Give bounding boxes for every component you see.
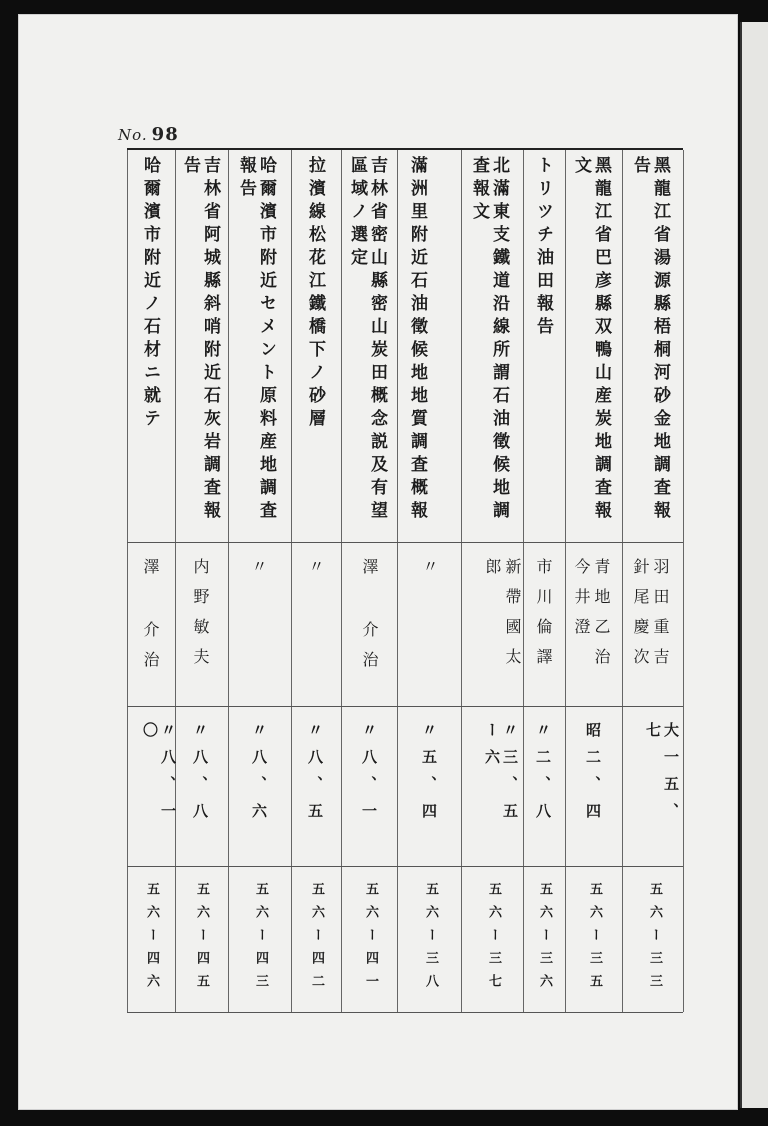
page-number-mark: No.	[118, 126, 148, 144]
report-reference: 五六ー四一	[363, 882, 378, 997]
report-reference: 五六ー四二	[309, 882, 324, 997]
report-date: 〃八、八	[191, 722, 209, 830]
report-author: 内野敏夫	[191, 558, 210, 678]
table-row	[174, 150, 229, 1012]
report-title: 北滿東支鐵道沿線所謂石油徵候地調査報文	[469, 156, 509, 524]
report-date: 〃五、四	[420, 722, 438, 830]
report-date: 大一五、七	[644, 722, 680, 830]
page-number-value: 98	[151, 124, 179, 145]
report-reference: 五六ー三三	[647, 882, 662, 997]
table-row	[565, 150, 623, 1012]
report-reference: 五六ー四三	[253, 882, 268, 997]
divider	[127, 542, 683, 543]
table-row	[523, 150, 566, 1012]
divider	[127, 706, 683, 707]
report-author: 澤 介治	[141, 558, 160, 681]
report-author: 青地乙治 今井澄	[572, 558, 611, 678]
table-row	[622, 150, 684, 1012]
report-title: 吉林省阿城縣斜哨附近石灰岩調査報告	[180, 156, 220, 524]
report-title: 滿洲里附近石油徵候地地質調査概報	[407, 156, 427, 524]
report-date: 〃八、一〇	[141, 722, 177, 830]
page-number	[118, 124, 179, 145]
report-title: 吉林省密山縣密山炭田概念説及有望區域ノ選定	[347, 156, 387, 524]
adjacent-page-edge	[740, 22, 768, 1108]
table-row	[461, 150, 524, 1012]
table-row	[397, 150, 462, 1012]
report-author: 羽田重吉 針尾慶次	[631, 558, 670, 678]
table-row	[127, 150, 176, 1012]
report-date: 〃八、五	[306, 722, 324, 830]
report-reference: 五六ー三八	[423, 882, 438, 997]
table-row	[228, 150, 292, 1012]
divider	[127, 866, 683, 867]
table-row	[341, 150, 398, 1012]
report-author: 市川倫譯	[534, 558, 553, 678]
report-date: 〃八、一	[360, 722, 378, 830]
report-title: 哈爾濱市附近ノ石材ニ就テ	[140, 156, 160, 432]
report-title: 哈爾濱市附近セメント原料産地調査報告	[236, 156, 276, 524]
report-title: 黑龍江省巴彦縣双鴨山産炭地調査報文	[571, 156, 611, 524]
report-author: 〃	[420, 558, 439, 588]
report-author: 〃	[306, 558, 325, 588]
report-author: 〃	[249, 558, 268, 588]
report-title: 黑龍江省湯源縣梧桐河砂金地調査報告	[630, 156, 670, 524]
report-date: 〃二、八	[534, 722, 552, 830]
report-reference: 五六ー三五	[587, 882, 602, 997]
report-date: 〃八、六	[250, 722, 268, 830]
report-reference: 五六ー三六	[537, 882, 552, 997]
report-date: 〃三、五ー六	[483, 722, 519, 830]
report-title: 拉濱線松花江鐵橋下ノ砂層	[305, 156, 325, 432]
report-reference: 五六ー三七	[486, 882, 501, 997]
report-reference: 五六ー四五	[194, 882, 209, 997]
report-date: 昭二、四	[584, 722, 602, 830]
report-author: 新帶國太郎	[483, 558, 522, 678]
report-author: 澤 介治	[360, 558, 379, 681]
table-row	[291, 150, 342, 1012]
report-reference: 五六ー四六	[144, 882, 159, 997]
report-title: トリツチ油田報告	[533, 156, 553, 340]
catalog-table	[127, 148, 683, 1013]
